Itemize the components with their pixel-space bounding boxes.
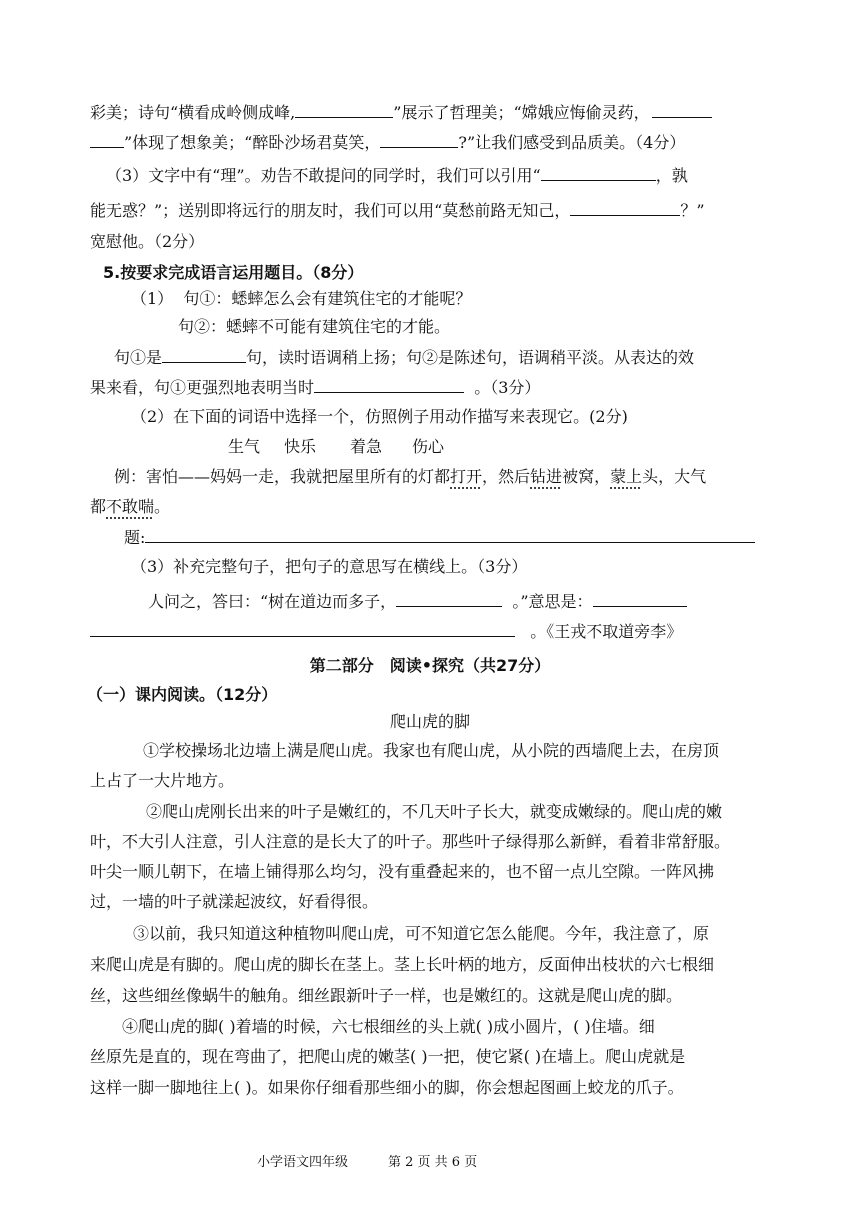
footer-page-number: 第 2 页 共 6 页 (388, 1155, 478, 1170)
part-2-heading: 第二部分 阅读•探究（共27分） (309, 656, 551, 675)
answer-blank[interactable] (380, 131, 458, 148)
answer-label: 题: (124, 528, 146, 547)
q5-s1-sentence-1-text: 句①：蟋蟀怎么会有建筑住宅的才能呢？ (183, 289, 472, 308)
q5-example-line-2 (90, 496, 170, 518)
q5-s1-text-c2: 句，读时语调稍上扬；句②是陈述句，语调稍平淡。从表达的效 (246, 348, 695, 367)
q5-s3-line-2 (90, 620, 682, 643)
dotted-verb: 打开 (450, 467, 483, 486)
paragraph-4-line: 这样一脚一脚地往上( )。如果你仔细看那些细小的脚，你会想起图画上蛟龙的爪子。 (90, 1078, 684, 1097)
dotted-verb: 不敢喘 (106, 497, 155, 516)
answer-blank[interactable] (396, 590, 502, 607)
example-text: 例：害怕——妈妈一走，我就把屋里所有的灯都 (114, 467, 451, 486)
dotted-verb: 蒙上 (610, 467, 643, 486)
footer-subject: 小学语文四年级 (257, 1155, 349, 1170)
answer-blank[interactable] (145, 526, 755, 543)
q4-part3-text-d: ？” (680, 201, 705, 220)
q5-s3-text-a: 人问之，答曰：“树在道边而多子， (148, 592, 397, 611)
paragraph-1-line: 上占了一大片地方。 (90, 771, 235, 790)
word-option: 快乐 (284, 437, 317, 456)
q5-s3-prompt: （3）补充完整句子，把句子的意思写在横线上。（3分） (131, 557, 528, 576)
answer-blank[interactable] (162, 346, 246, 363)
q5-answer-line (124, 526, 755, 549)
paragraph-2-line: 叶，不大引人注意，引人注意的是长大了的叶子。那些叶子绿得那么新鲜，看着非常舒服。 (90, 832, 731, 851)
q4-part3-text-c: 能无惑？”；送别即将远行的朋友时，我们可以用“莫愁前路无知己， (90, 201, 571, 220)
section-1-title: （一）课内阅读。（12分） (87, 685, 278, 704)
answer-blank[interactable] (652, 101, 712, 118)
q5-s3-source: 。《王戎不取道旁李》 (530, 622, 683, 641)
q5-s3-line-1 (148, 590, 687, 613)
q5-s1-text-c1: 句①是 (114, 348, 163, 367)
answer-blank[interactable] (90, 620, 515, 637)
word-option: 伤心 (412, 437, 445, 456)
q4-line-2-text-a: ”体现了想象美；“醉卧沙场君莫笑， (124, 133, 381, 152)
q5-s1-line-4 (90, 376, 540, 399)
example-text: 头，大气 (642, 467, 707, 486)
word-option: 生气 (228, 437, 261, 456)
q5-s3-text-b: 。”意思是： (512, 592, 593, 611)
paragraph-4-line: ④爬山虎的脚( )着墙的时候，六七根细丝的头上就( )成小圆片，( )住墙。细 (122, 1017, 655, 1036)
question-5-title: 5.按要求完成语言运用题目。（8分） (103, 263, 364, 282)
q4-line-2-text-b: ?”让我们感受到品质美。（4分） (458, 133, 686, 152)
paragraph-3-line: 来爬山虎是有脚的。爬山虎的脚长在茎上。茎上长叶柄的地方，反面伸出枝状的六七根细 (90, 955, 715, 974)
example-text: ，然后 (482, 467, 531, 486)
q4-part3-line-1 (106, 164, 688, 187)
passage-title: 爬山虎的脚 (389, 712, 470, 731)
example-text: 都 (90, 497, 107, 516)
q4-part3-text-b: ，孰 (655, 166, 688, 185)
q4-part3-text-a: （3）文字中有“理”。劝告不敢提问的同学时，我们可以引用“ (106, 166, 541, 185)
paragraph-1-line: ①学校操场北边墙上满是爬山虎。我家也有爬山虎，从小院的西墙爬上去，在房顶 (143, 741, 720, 760)
q4-part3-line-3: 宽慰他。（2分） (90, 232, 205, 251)
q5-word-list (228, 436, 444, 458)
q5-s1-sentence-1 (131, 288, 471, 310)
answer-blank[interactable] (541, 164, 656, 181)
paragraph-2-line: 叶尖一顺儿朝下，在墙上铺得那么均匀，没有重叠起来的，也不留一点儿空隙。一阵风拂 (90, 862, 715, 881)
example-text: 。 (154, 497, 171, 516)
q5-example-line-1 (114, 466, 706, 488)
word-option: 着急 (350, 437, 383, 456)
q5-s1-text-d2: 。（3分） (474, 378, 541, 397)
dotted-verb: 钻进 (530, 467, 563, 486)
q5-s1-sentence-2: 句②：蟋蟀不可能有建筑住宅的才能。 (178, 317, 451, 336)
q5-s1-text-d1: 果来看，句①更强烈地表明当时 (90, 378, 315, 397)
answer-blank[interactable] (90, 131, 124, 148)
paragraph-2-line: 过，一墙的叶子就漾起波纹，好看得很。 (90, 892, 379, 911)
q5-s2-prompt: （2）在下面的词语中选择一个，仿照例子用动作描写来表现它。(2分) (131, 407, 628, 426)
q4-line-1-text-b: ”展示了哲理美；“嫦娥应悔偷灵药， (393, 103, 650, 122)
paragraph-2-line: ②爬山虎刚长出来的叶子是嫩红的，不几天叶子长大，就变成嫩绿的。爬山虎的嫩 (146, 802, 723, 821)
answer-blank[interactable] (314, 376, 464, 393)
q4-line-1 (90, 101, 712, 124)
q5-s1-line-3 (114, 346, 694, 369)
answer-blank[interactable] (593, 590, 687, 607)
paragraph-4-line: 丝原先是直的，现在弯曲了，把爬山虎的嫩茎( )一把，使它紧( )在墙上。爬山虎就是 (90, 1047, 686, 1066)
q5-s1-label: （1） (131, 289, 174, 308)
answer-blank[interactable] (570, 199, 680, 216)
paragraph-3-line: ③以前，我只知道这种植物叫爬山虎，可不知道它怎么能爬。今年，我注意了，原 (133, 924, 710, 943)
example-text: 被窝， (562, 467, 611, 486)
q4-line-1-text-a: 彩美；诗句“横看成岭侧成峰, (90, 103, 296, 122)
q4-line-2 (90, 131, 685, 154)
paragraph-3-line: 丝，这些细丝像蜗牛的触角。细丝跟新叶子一样，也是嫩红的。这就是爬山虎的脚。 (90, 986, 683, 1005)
answer-blank[interactable] (295, 101, 393, 118)
q4-part3-line-2 (90, 199, 705, 222)
